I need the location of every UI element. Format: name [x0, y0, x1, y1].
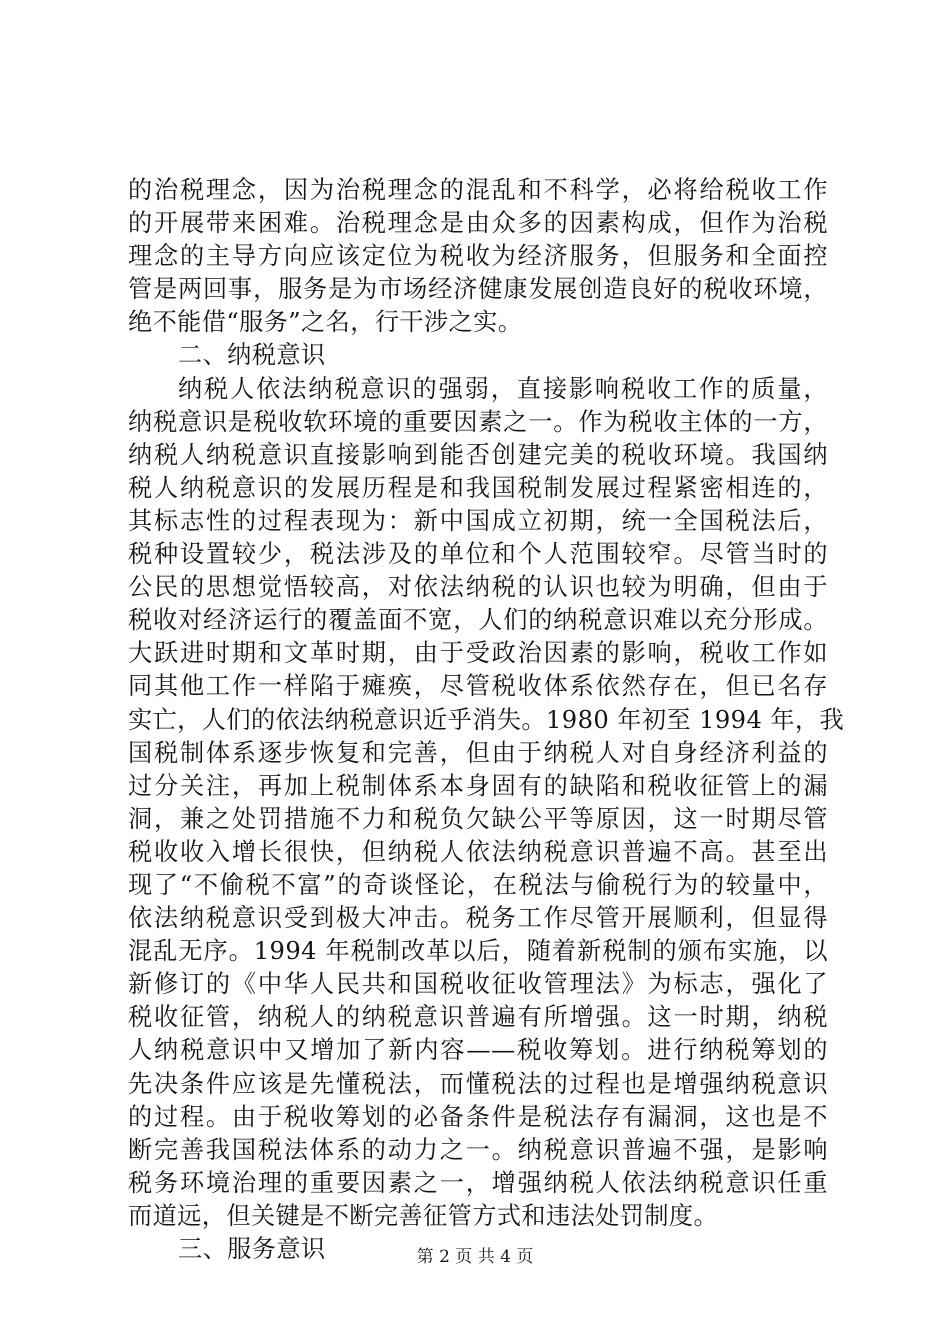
body-text-line: 理念的主导方向应该定位为税收为经济服务，但服务和全面控: [128, 242, 828, 271]
body-text-line: 税务环境治理的重要因素之一，增强纳税人依法纳税意识任重: [128, 1168, 828, 1197]
body-text-line: 人纳税意识中又增加了新内容——税收筹划。进行纳税筹划的: [128, 1036, 828, 1065]
body-text-line: 其标志性的过程表现为：新中国成立初期，统一全国税法后，: [128, 506, 828, 535]
body-text-line: 税种设置较少，税法涉及的单位和个人范围较窄。尽管当时的: [128, 540, 828, 569]
body-text-line: 洞，兼之处罚措施不力和税负欠缺公平等原因，这一时期尽管: [128, 804, 828, 833]
paragraph-first-line: 纳税人依法纳税意识的强弱，直接影响税收工作的质量，: [178, 374, 828, 403]
body-text-line: 税收征管，纳税人的纳税意识普遍有所增强。这一时期，纳税: [128, 1003, 828, 1032]
body-text-line: 现了“不偷税不富”的奇谈怪论，在税法与偷税行为的较量中，: [128, 870, 828, 899]
body-text-line: 纳税意识是税收软环境的重要因素之一。作为税收主体的一方，: [128, 407, 828, 436]
body-text-line: 同其他工作一样陷于瘫痪，尽管税收体系依然存在，但已名存: [128, 672, 828, 701]
body-text-line: 国税制体系逐步恢复和完善，但由于纳税人对自身经济利益的: [128, 738, 828, 767]
body-text-line: 的开展带来困难。治税理念是由众多的因素构成，但作为治税: [128, 209, 828, 238]
body-text-line: 大跃进时期和文革时期，由于受政治因素的影响，税收工作如: [128, 639, 828, 668]
body-text-line: 过分关注，再加上税制体系本身固有的缺陷和税收征管上的漏: [128, 771, 828, 800]
body-text-line: 断完善我国税法体系的动力之一。纳税意识普遍不强，是影响: [128, 1135, 828, 1164]
page-number-footer: 第 2 页 共 4 页: [416, 1247, 534, 1267]
body-text-line: 而道远，但关键是不断完善征管方式和违法处罚制度。: [128, 1201, 719, 1230]
body-text-line: 的治税理念，因为治税理念的混乱和不科学，必将给税收工作: [128, 176, 828, 204]
body-text-line: 混乱无序。1994 年税制改革以后，随着新税制的颁布实施，以: [128, 937, 828, 966]
body-text-line: 依法纳税意识受到极大冲击。税务工作尽管开展顺利，但显得: [128, 904, 828, 933]
body-text-line: 管是两回事，服务是为市场经济健康发展创造良好的税收环境，: [128, 275, 828, 304]
document-body: [128, 174, 845, 1266]
body-text-line: 绝不能借“服务”之名，行干涉之实。: [128, 308, 523, 337]
body-text-line: 纳税人纳税意识直接影响到能否创建完美的税收环境。我国纳: [128, 440, 828, 469]
body-text-line: 税人纳税意识的发展历程是和我国税制发展过程紧密相连的，: [128, 473, 828, 502]
body-text-line: 税收收入增长很快，但纳税人依法纳税意识普遍不高。甚至出: [128, 837, 828, 866]
body-text-line: 公民的思想觉悟较高，对依法纳税的认识也较为明确，但由于: [128, 573, 828, 602]
section-heading: 二、纳税意识: [178, 341, 326, 370]
body-text-line: 先决条件应该是先懂税法，而懂税法的过程也是增强纳税意识: [128, 1069, 828, 1098]
body-text-line: 实亡，人们的依法纳税意识近乎消失。1980 年初至 1994 年，我: [128, 705, 845, 734]
section-heading: 三、服务意识: [178, 1235, 326, 1263]
body-text-line: 的过程。由于税收筹划的必备条件是税法存有漏洞，这也是不: [128, 1102, 828, 1131]
body-text-line: 税收对经济运行的覆盖面不宽，人们的纳税意识难以充分形成。: [128, 606, 828, 635]
body-text-line: 新修订的《中华人民共和国税收征收管理法》为标志，强化了: [128, 970, 828, 999]
